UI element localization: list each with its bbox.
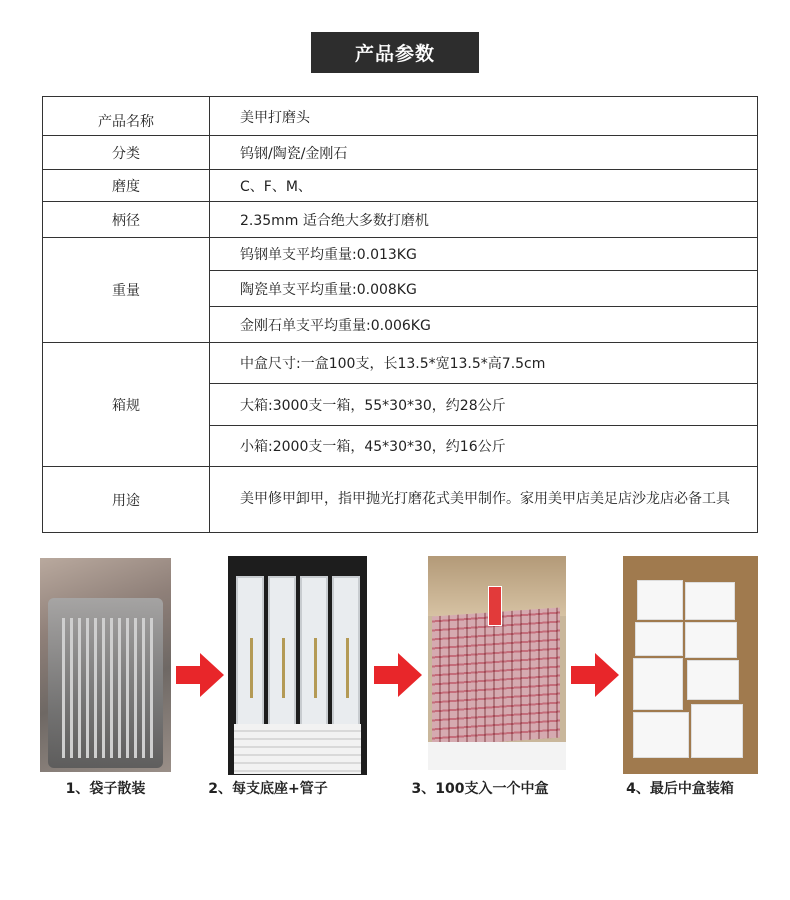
param-value-weight-2: 陶瓷单支平均重量:0.008KG	[210, 271, 758, 307]
section-title: 产品参数	[311, 32, 479, 73]
param-value-name: 美甲打磨头	[210, 97, 758, 136]
param-value-weight-1: 钨钢单支平均重量:0.013KG	[210, 238, 758, 271]
table-row	[43, 467, 758, 533]
param-label-shank: 柄径	[43, 202, 210, 238]
param-label-usage: 用途	[43, 467, 210, 533]
param-value-usage: 美甲修甲卸甲，指甲抛光打磨花式美甲制作。家用美甲店美足店沙龙店必备工具	[210, 467, 758, 533]
table-row	[43, 343, 758, 384]
param-value-shank: 2.35mm 适合绝大多数打磨机	[210, 202, 758, 238]
param-value-packing-3: 小箱:2000支一箱，45*30*30，约16公斤	[210, 426, 758, 467]
param-value-grit: C、F、M、	[210, 170, 758, 202]
param-label-category: 分类	[43, 136, 210, 170]
table-row	[43, 202, 758, 238]
param-label-packing: 箱规	[43, 343, 210, 467]
step-caption-1: 1、袋子散装	[65, 781, 146, 797]
arrow-right-icon	[374, 653, 422, 697]
tube-packaging-photo	[228, 556, 367, 775]
table-row	[43, 238, 758, 271]
param-value-packing-2: 大箱:3000支一箱，55*30*30，约28公斤	[210, 384, 758, 426]
param-label-name: 产品名称	[43, 97, 210, 136]
step-caption-2: 2、每支底座+管子	[208, 781, 328, 797]
bulk-bag-photo	[40, 558, 171, 772]
param-value-weight-3: 金刚石单支平均重量:0.006KG	[210, 307, 758, 343]
param-label-weight: 重量	[43, 238, 210, 343]
arrow-right-icon	[571, 653, 619, 697]
middle-box-photo	[428, 556, 566, 770]
arrow-right-icon	[176, 653, 224, 697]
step-caption-3: 3、100支入一个中盒	[411, 781, 549, 797]
table-row	[43, 170, 758, 202]
table-row	[43, 136, 758, 170]
param-value-packing-1: 中盒尺寸:一盒100支，长13.5*宽13.5*高7.5cm	[210, 343, 758, 384]
step-caption-4: 4、最后中盒装箱	[626, 781, 734, 797]
param-label-grit: 磨度	[43, 170, 210, 202]
product-params-table	[42, 96, 758, 533]
table-row	[43, 97, 758, 136]
param-value-category: 钨钢/陶瓷/金刚石	[210, 136, 758, 170]
carton-photo	[623, 556, 758, 774]
